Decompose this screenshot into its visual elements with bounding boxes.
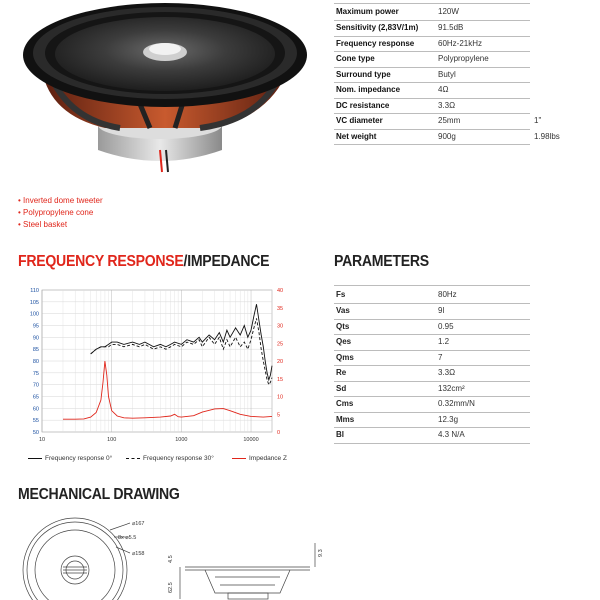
legend-label: Frequency response 0°: [45, 455, 113, 462]
param-row: [334, 303, 530, 320]
spec-label: Nom. impedance: [336, 85, 401, 94]
param-value: 0.95: [438, 321, 454, 331]
y2-tick-label: 0: [277, 430, 281, 436]
spec-row: [334, 51, 530, 68]
legend-item-2: [232, 455, 287, 462]
dim-label: ⌀167: [132, 521, 145, 527]
param-value: 3.3Ω: [438, 368, 456, 377]
spec-label: Surround type: [336, 69, 391, 79]
x-tick-label: 1000: [175, 437, 188, 442]
spec-row: [334, 129, 560, 146]
mech-title: MECHANICAL DRAWING: [18, 486, 180, 503]
param-label: Qms: [336, 352, 354, 362]
param-value: 1.2: [438, 337, 450, 346]
y-tick-label: 100: [29, 311, 39, 318]
spec-label: Sensitivity (2,83V/1m): [336, 23, 419, 32]
param-label: Bl: [336, 430, 344, 439]
spec-row: [334, 67, 530, 84]
spec-label: Maximum power: [336, 7, 399, 16]
freq-title: [18, 253, 269, 271]
y-tick-label: 105: [29, 299, 39, 306]
spec-value: 91.5dB: [438, 23, 464, 32]
y-tick-label: 60: [32, 406, 39, 413]
spec-row: [334, 4, 530, 21]
param-row: [334, 396, 530, 413]
y2-tick-label: 35: [277, 305, 284, 312]
y-tick-label: 95: [32, 323, 39, 330]
y-tick-label: 90: [32, 335, 39, 342]
spec-row: [334, 20, 530, 37]
spec-label: Net weight: [336, 131, 377, 141]
param-value: 0.32mm/N: [438, 399, 475, 408]
y2-tick-label: 40: [277, 288, 284, 294]
spec-row: [334, 82, 530, 99]
dim-label: ⌀158: [132, 551, 145, 557]
spec-value: Butyl: [438, 69, 456, 79]
spec-label: DC resistance: [336, 100, 390, 110]
spec-value: Polypropylene: [438, 54, 489, 63]
x-tick-label: 10000: [243, 437, 259, 442]
spec-value: 25mm: [438, 116, 461, 125]
param-row: [334, 287, 530, 304]
param-label: Fs: [336, 290, 346, 299]
legend-label: Impedance Z: [249, 455, 287, 462]
param-label: Sd: [336, 383, 347, 393]
y-tick-label: 75: [32, 370, 39, 377]
spec-value: 60Hz-21kHz: [438, 38, 483, 48]
param-label: Mms: [336, 414, 355, 424]
y-tick-label: 50: [32, 430, 39, 436]
freq-title-rest: /IMPEDANCE: [183, 253, 270, 270]
feature-item: • Steel basket: [18, 219, 103, 231]
freq-title-red: FREQUENCY RESPONSE: [18, 253, 184, 270]
param-label: Vas: [336, 306, 350, 315]
y-tick-label: 55: [32, 418, 39, 425]
spec-value: 120W: [438, 7, 459, 16]
y-tick-label: 110: [30, 288, 39, 294]
dim-label: 8x ⌀5.5: [118, 535, 137, 541]
param-label: Re: [336, 368, 347, 377]
param-value: 80Hz: [438, 290, 457, 299]
y-tick-label: 65: [32, 394, 39, 401]
spec-label: Cone type: [336, 54, 375, 63]
legend-item-1: [126, 455, 214, 462]
speaker-image: [10, 0, 310, 180]
feature-item: • Inverted dome tweeter: [18, 195, 103, 207]
param-row: [334, 427, 530, 444]
x-tick-label: 10: [38, 437, 46, 442]
param-value: 4.3 N/A: [438, 430, 465, 439]
x-tick-label: 100: [107, 437, 117, 442]
dim-label: 62.5: [168, 582, 174, 593]
y-tick-label: 70: [32, 382, 39, 389]
spec-row: [334, 113, 542, 130]
spec-label: Frequency response: [336, 38, 415, 48]
spec-value-imperial: 1": [534, 116, 542, 125]
spec-value: 4Ω: [438, 85, 449, 94]
spec-row: [334, 98, 530, 115]
param-row: [334, 412, 530, 429]
spec-label: VC diameter: [336, 116, 383, 125]
frequency-chart: [10, 282, 300, 442]
y2-tick-label: 10: [277, 394, 284, 401]
param-label: Cms: [336, 399, 354, 408]
y-tick-label: 80: [32, 359, 39, 365]
front-view: [23, 518, 130, 600]
y-tick-label: 85: [32, 347, 39, 354]
y2-tick-label: 30: [277, 323, 284, 330]
param-value: 7: [438, 352, 443, 362]
param-row: [334, 319, 530, 336]
side-view: [180, 543, 315, 599]
param-label: Qes: [336, 337, 352, 346]
spec-value-imperial: 1.98lbs: [534, 131, 560, 141]
param-value: 12.3g: [438, 414, 459, 424]
mechanical-drawing: [10, 515, 330, 600]
y2-tick-label: 20: [277, 359, 284, 365]
legend-item-0: [28, 455, 112, 462]
feature-item: • Polypropylene cone: [18, 207, 103, 219]
y2-tick-label: 15: [277, 376, 284, 383]
dim-label: 4.5: [168, 555, 174, 563]
param-row: [334, 334, 530, 351]
feature-list: [18, 195, 103, 231]
params-title: PARAMETERS: [334, 253, 429, 270]
param-row: [334, 381, 530, 398]
param-value: 9l: [438, 306, 445, 315]
legend-label: Frequency response 30°: [143, 455, 214, 462]
param-row: [334, 365, 530, 382]
spec-value: 900g: [438, 131, 456, 141]
param-value: 132cm²: [438, 383, 465, 393]
y2-tick-label: 5: [277, 412, 281, 419]
y2-tick-label: 25: [277, 341, 284, 348]
dim-label: 9.3: [318, 549, 324, 557]
spec-row: [334, 36, 530, 53]
param-label: Qts: [336, 321, 350, 331]
param-row: [334, 350, 530, 367]
spec-value: 3.3Ω: [438, 100, 456, 110]
